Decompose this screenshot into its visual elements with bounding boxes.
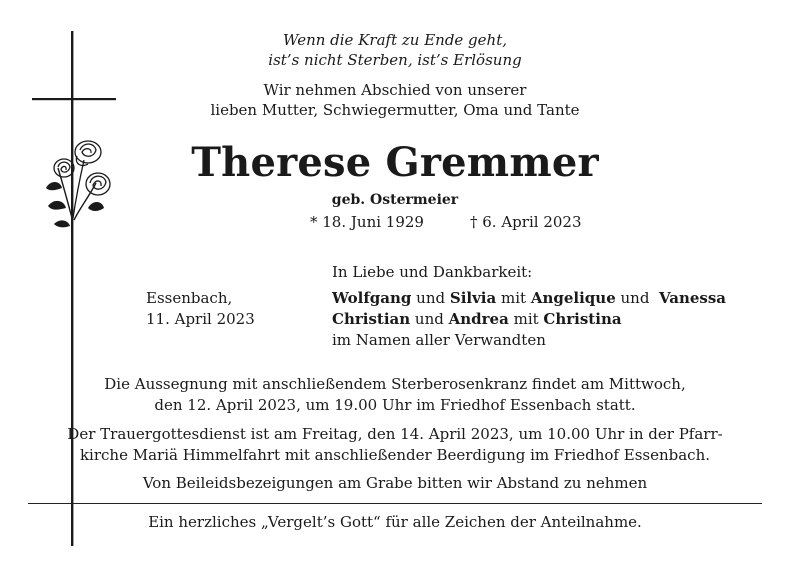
mourner-name: Andrea [448,310,509,328]
maiden-name: geb. Ostermeier [331,192,459,208]
mourner-connector: mit [508,310,544,328]
announcement-1-line-1: Die Aussegnung mit anschließendem Sterberosenkranz findet am Mittwoch, [104,375,686,393]
mourners-line-2 [332,309,622,330]
mourner-connector: und [411,289,450,307]
announcement-1-line-2: den 12. April 2023, um 19.00 Uhr im Friedhof Essenbach statt. [154,396,636,414]
mourner-name: Christina [543,310,622,328]
announcement-2-line-1: Der Trauergottesdienst ist am Freitag, den 14. April 2023, um 10.00 Uhr in der Pfarr- [67,425,723,443]
mourner-connector: und [410,310,449,328]
thanks-line: Ein herzliches „Vergelt’s Gott“ für alle Zeichen der Anteilnahme. [148,513,642,531]
mourner-name: Christian [332,310,411,328]
death-date: † 6. April 2023 [470,213,582,231]
mourner-connector: mit [496,289,531,307]
intro-line-1: Wir nehmen Abschied von unserer [263,81,527,99]
mourner-name: Angelique [530,289,616,307]
mourner-connector: und [615,289,659,307]
mourner-name: Silvia [449,289,497,307]
divider-line [28,503,762,504]
place: Essenbach, [146,289,233,307]
mourners-line-3: im Namen aller Verwandten [332,331,546,349]
mourners-line-1 [332,288,726,309]
mourners-heading: In Liebe und Dankbarkeit: [332,263,533,281]
announcement-3: Von Beileidsbezeigungen am Grabe bitten wir Abstand zu nehmen [142,474,648,492]
birth-date: * 18. Juni 1929 [310,213,424,231]
announcement-2-line-2: kirche Mariä Himmelfahrt mit anschließender Beerdigung im Friedhof Essenbach. [79,446,711,464]
motto-line-2: ist’s nicht Sterben, ist’s Erlösung [268,51,522,69]
mourner-name: Vanessa [658,289,727,307]
motto-line-1: Wenn die Kraft zu Ende geht, [283,31,507,49]
deceased-name: Therese Gremmer [191,139,599,186]
intro-line-2: lieben Mutter, Schwiegermutter, Oma und Tante [210,101,580,119]
mourner-name: Wolfgang [332,289,412,307]
notice-date: 11. April 2023 [146,310,255,328]
